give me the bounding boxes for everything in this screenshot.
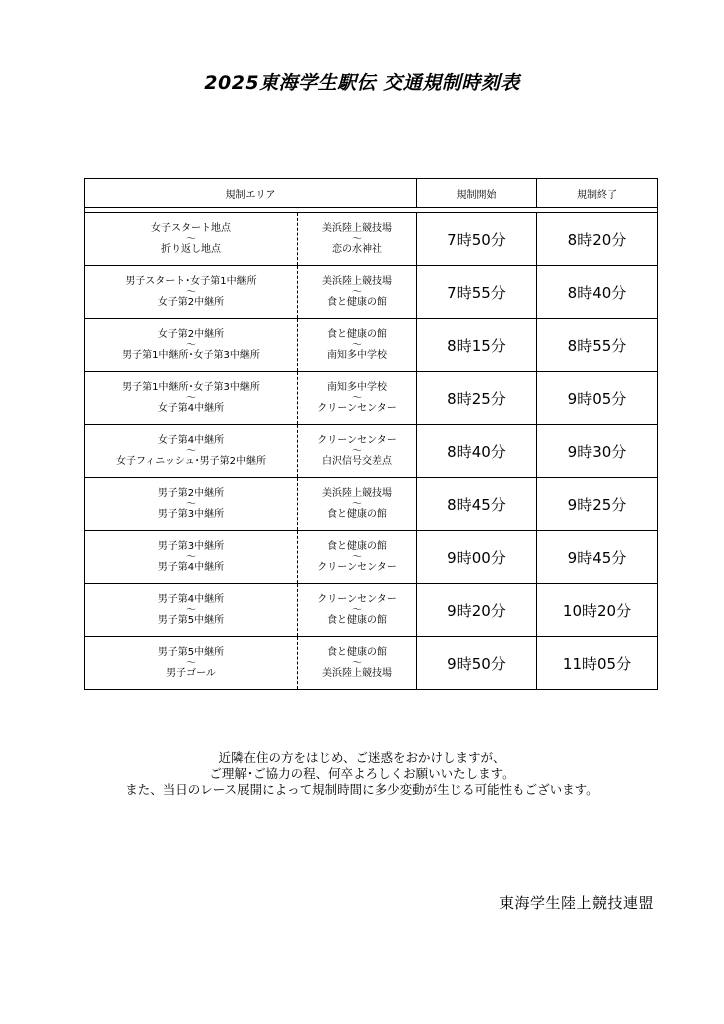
section-range — [85, 319, 297, 371]
section-from: 男子第4中継所 — [157, 593, 225, 605]
section-to: 女子フィニッシュ･男子第2中継所 — [116, 455, 266, 467]
table-row — [85, 531, 658, 584]
landmark-range — [297, 266, 416, 318]
range-tilde: ～ — [352, 233, 362, 245]
landmark-range — [297, 478, 416, 530]
range-tilde: ～ — [352, 498, 362, 510]
section-range — [85, 531, 297, 583]
traffic-schedule-table — [84, 178, 658, 690]
end-time: 9時45分 — [537, 531, 658, 584]
end-time: 8時20分 — [537, 213, 658, 266]
section-to: 女子第2中継所 — [157, 296, 225, 308]
start-time: 9時50分 — [417, 637, 537, 690]
landmark-to: 南知多中学校 — [327, 349, 387, 361]
start-time: 7時50分 — [417, 213, 537, 266]
section-to: 男子第5中継所 — [157, 614, 225, 626]
organization-name: 東海学生陸上競技連盟 — [498, 894, 654, 912]
start-time: 7時55分 — [417, 266, 537, 319]
section-from: 男子第1中継所･女子第3中継所 — [122, 381, 260, 393]
section-range — [85, 637, 297, 689]
section-range — [85, 372, 297, 424]
start-time: 8時45分 — [417, 478, 537, 531]
table-row — [85, 213, 658, 266]
area-cell — [85, 425, 417, 478]
range-tilde: ～ — [352, 604, 362, 616]
header-area: 規制エリア — [85, 179, 417, 208]
section-range — [85, 478, 297, 530]
notice-line: ご理解･ご協力の程、何卒よろしくお願いいたします。 — [209, 766, 515, 781]
end-time: 9時05分 — [537, 372, 658, 425]
section-from: 男子第5中継所 — [157, 646, 225, 658]
range-tilde: ～ — [186, 233, 196, 245]
landmark-from: クリーンセンター — [317, 434, 397, 446]
landmark-to: 食と健康の館 — [327, 296, 387, 308]
range-tilde: ～ — [352, 339, 362, 351]
start-time: 8時25分 — [417, 372, 537, 425]
table-row — [85, 319, 658, 372]
range-tilde: ～ — [352, 392, 362, 404]
range-tilde: ～ — [352, 551, 362, 563]
landmark-range — [297, 372, 416, 424]
range-tilde: ～ — [352, 286, 362, 298]
page-title: 2025東海学生駅伝 交通規制時刻表 — [204, 72, 520, 94]
landmark-to: 食と健康の館 — [327, 614, 387, 626]
area-cell — [85, 372, 417, 425]
landmark-from: クリーンセンター — [317, 593, 397, 605]
range-tilde: ～ — [186, 286, 196, 298]
section-range — [85, 584, 297, 636]
area-cell — [85, 213, 417, 266]
area-cell — [85, 478, 417, 531]
end-time: 9時25分 — [537, 478, 658, 531]
landmark-from: 美浜陸上競技場 — [322, 222, 392, 234]
end-time: 8時55分 — [537, 319, 658, 372]
section-to: 男子第3中継所 — [157, 508, 225, 520]
header-end: 規制終了 — [537, 179, 658, 208]
start-time: 8時15分 — [417, 319, 537, 372]
start-time: 8時40分 — [417, 425, 537, 478]
landmark-to: 食と健康の館 — [327, 508, 387, 520]
start-time: 9時20分 — [417, 584, 537, 637]
area-cell — [85, 531, 417, 584]
header-start: 規制開始 — [417, 179, 537, 208]
landmark-to: クリーンセンター — [317, 561, 397, 573]
landmark-from: 食と健康の館 — [327, 328, 387, 340]
table-row — [85, 425, 658, 478]
table-row — [85, 478, 658, 531]
landmark-from: 食と健康の館 — [327, 646, 387, 658]
end-time: 9時30分 — [537, 425, 658, 478]
end-time: 11時05分 — [537, 637, 658, 690]
landmark-from: 美浜陸上競技場 — [322, 275, 392, 287]
section-from: 男子第2中継所 — [157, 487, 225, 499]
section-to: 折り返し地点 — [161, 243, 221, 255]
landmark-range — [297, 637, 416, 689]
section-to: 男子ゴール — [166, 667, 216, 679]
range-tilde: ～ — [186, 339, 196, 351]
notice-line: また、当日のレース展開によって規制時間に多少変動が生じる可能性もございます。 — [125, 782, 599, 797]
section-from: 女子スタート地点 — [151, 222, 231, 234]
section-range — [85, 213, 297, 265]
range-tilde: ～ — [186, 498, 196, 510]
notice-text — [0, 750, 724, 798]
landmark-from: 食と健康の館 — [327, 540, 387, 552]
section-to: 男子第4中継所 — [157, 561, 225, 573]
landmark-to: 白沢信号交差点 — [322, 455, 392, 467]
landmark-from: 美浜陸上競技場 — [322, 487, 392, 499]
range-tilde: ～ — [352, 657, 362, 669]
range-tilde: ～ — [352, 445, 362, 457]
landmark-to: 美浜陸上競技場 — [322, 667, 392, 679]
area-cell — [85, 584, 417, 637]
landmark-range — [297, 531, 416, 583]
section-to: 男子第1中継所･女子第3中継所 — [122, 349, 260, 361]
landmark-range — [297, 213, 416, 265]
section-range — [85, 425, 297, 477]
landmark-range — [297, 425, 416, 477]
landmark-range — [297, 319, 416, 371]
area-cell — [85, 637, 417, 690]
range-tilde: ～ — [186, 445, 196, 457]
range-tilde: ～ — [186, 551, 196, 563]
section-from: 男子スタート･女子第1中継所 — [125, 275, 257, 287]
table-row — [85, 584, 658, 637]
table-row — [85, 372, 658, 425]
area-cell — [85, 266, 417, 319]
landmark-to: 恋の水神社 — [332, 243, 382, 255]
range-tilde: ～ — [186, 657, 196, 669]
range-tilde: ～ — [186, 392, 196, 404]
table-header-row — [85, 179, 658, 208]
end-time: 8時40分 — [537, 266, 658, 319]
section-from: 女子第2中継所 — [157, 328, 225, 340]
area-cell — [85, 319, 417, 372]
section-from: 男子第3中継所 — [157, 540, 225, 552]
section-to: 女子第4中継所 — [157, 402, 225, 414]
range-tilde: ～ — [186, 604, 196, 616]
landmark-to: クリーンセンター — [317, 402, 397, 414]
table-row — [85, 637, 658, 690]
section-from: 女子第4中継所 — [157, 434, 225, 446]
landmark-range — [297, 584, 416, 636]
notice-line: 近隣在住の方をはじめ、ご迷惑をおかけしますが、 — [218, 750, 506, 765]
start-time: 9時00分 — [417, 531, 537, 584]
table-row — [85, 266, 658, 319]
landmark-from: 南知多中学校 — [327, 381, 387, 393]
section-range — [85, 266, 297, 318]
end-time: 10時20分 — [537, 584, 658, 637]
table-body — [85, 213, 658, 690]
